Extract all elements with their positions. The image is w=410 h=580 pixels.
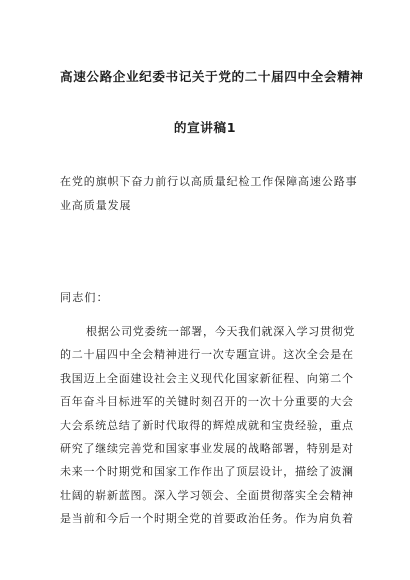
body-line-1: 根据公司党委统一部署，今天我们就深入学习贯彻党 [86, 325, 356, 338]
document-subtitle: 在党的旗帜下奋力前行以高质量纪检工作保障高速公路事业高质量发展 [60, 175, 358, 212]
body-line-4: 百年奋斗目标进军的关键时刻召开的一次十分重要的大会 [60, 395, 354, 409]
greeting: 同志们： [60, 291, 109, 304]
body-line-7: 未来一个时期党和国家工作作出了顶层设计，描绘了波澜 [60, 465, 354, 479]
body-line-6: 研究了继续完善党和国家事业发展的战略部署，特别是对 [60, 441, 354, 455]
body-line-9: 是当前和今后一个时期全党的首要政治任务。作为肩负着 [60, 512, 354, 526]
body-line-3: 我国迈上全面建设社会主义现代化国家新征程、向第二个 [60, 371, 354, 385]
body-line-2: 的二十届四中全会精神进行一次专题宣讲。这次全会是在 [60, 348, 354, 362]
body-line-8: 壮阔的崭新蓝图。深入学习领会、全面贯彻落实全会精神 [60, 488, 354, 502]
body-line-5: 大会系统总结了新时代取得的辉煌成就和宝贵经验，重点 [60, 418, 354, 432]
body-paragraph [60, 320, 365, 531]
document-title-line-2: 的宣讲稿1 [173, 120, 237, 135]
document-title-line-1: 高速公路企业纪委书记关于党的二十届四中全会精神 [60, 69, 364, 84]
